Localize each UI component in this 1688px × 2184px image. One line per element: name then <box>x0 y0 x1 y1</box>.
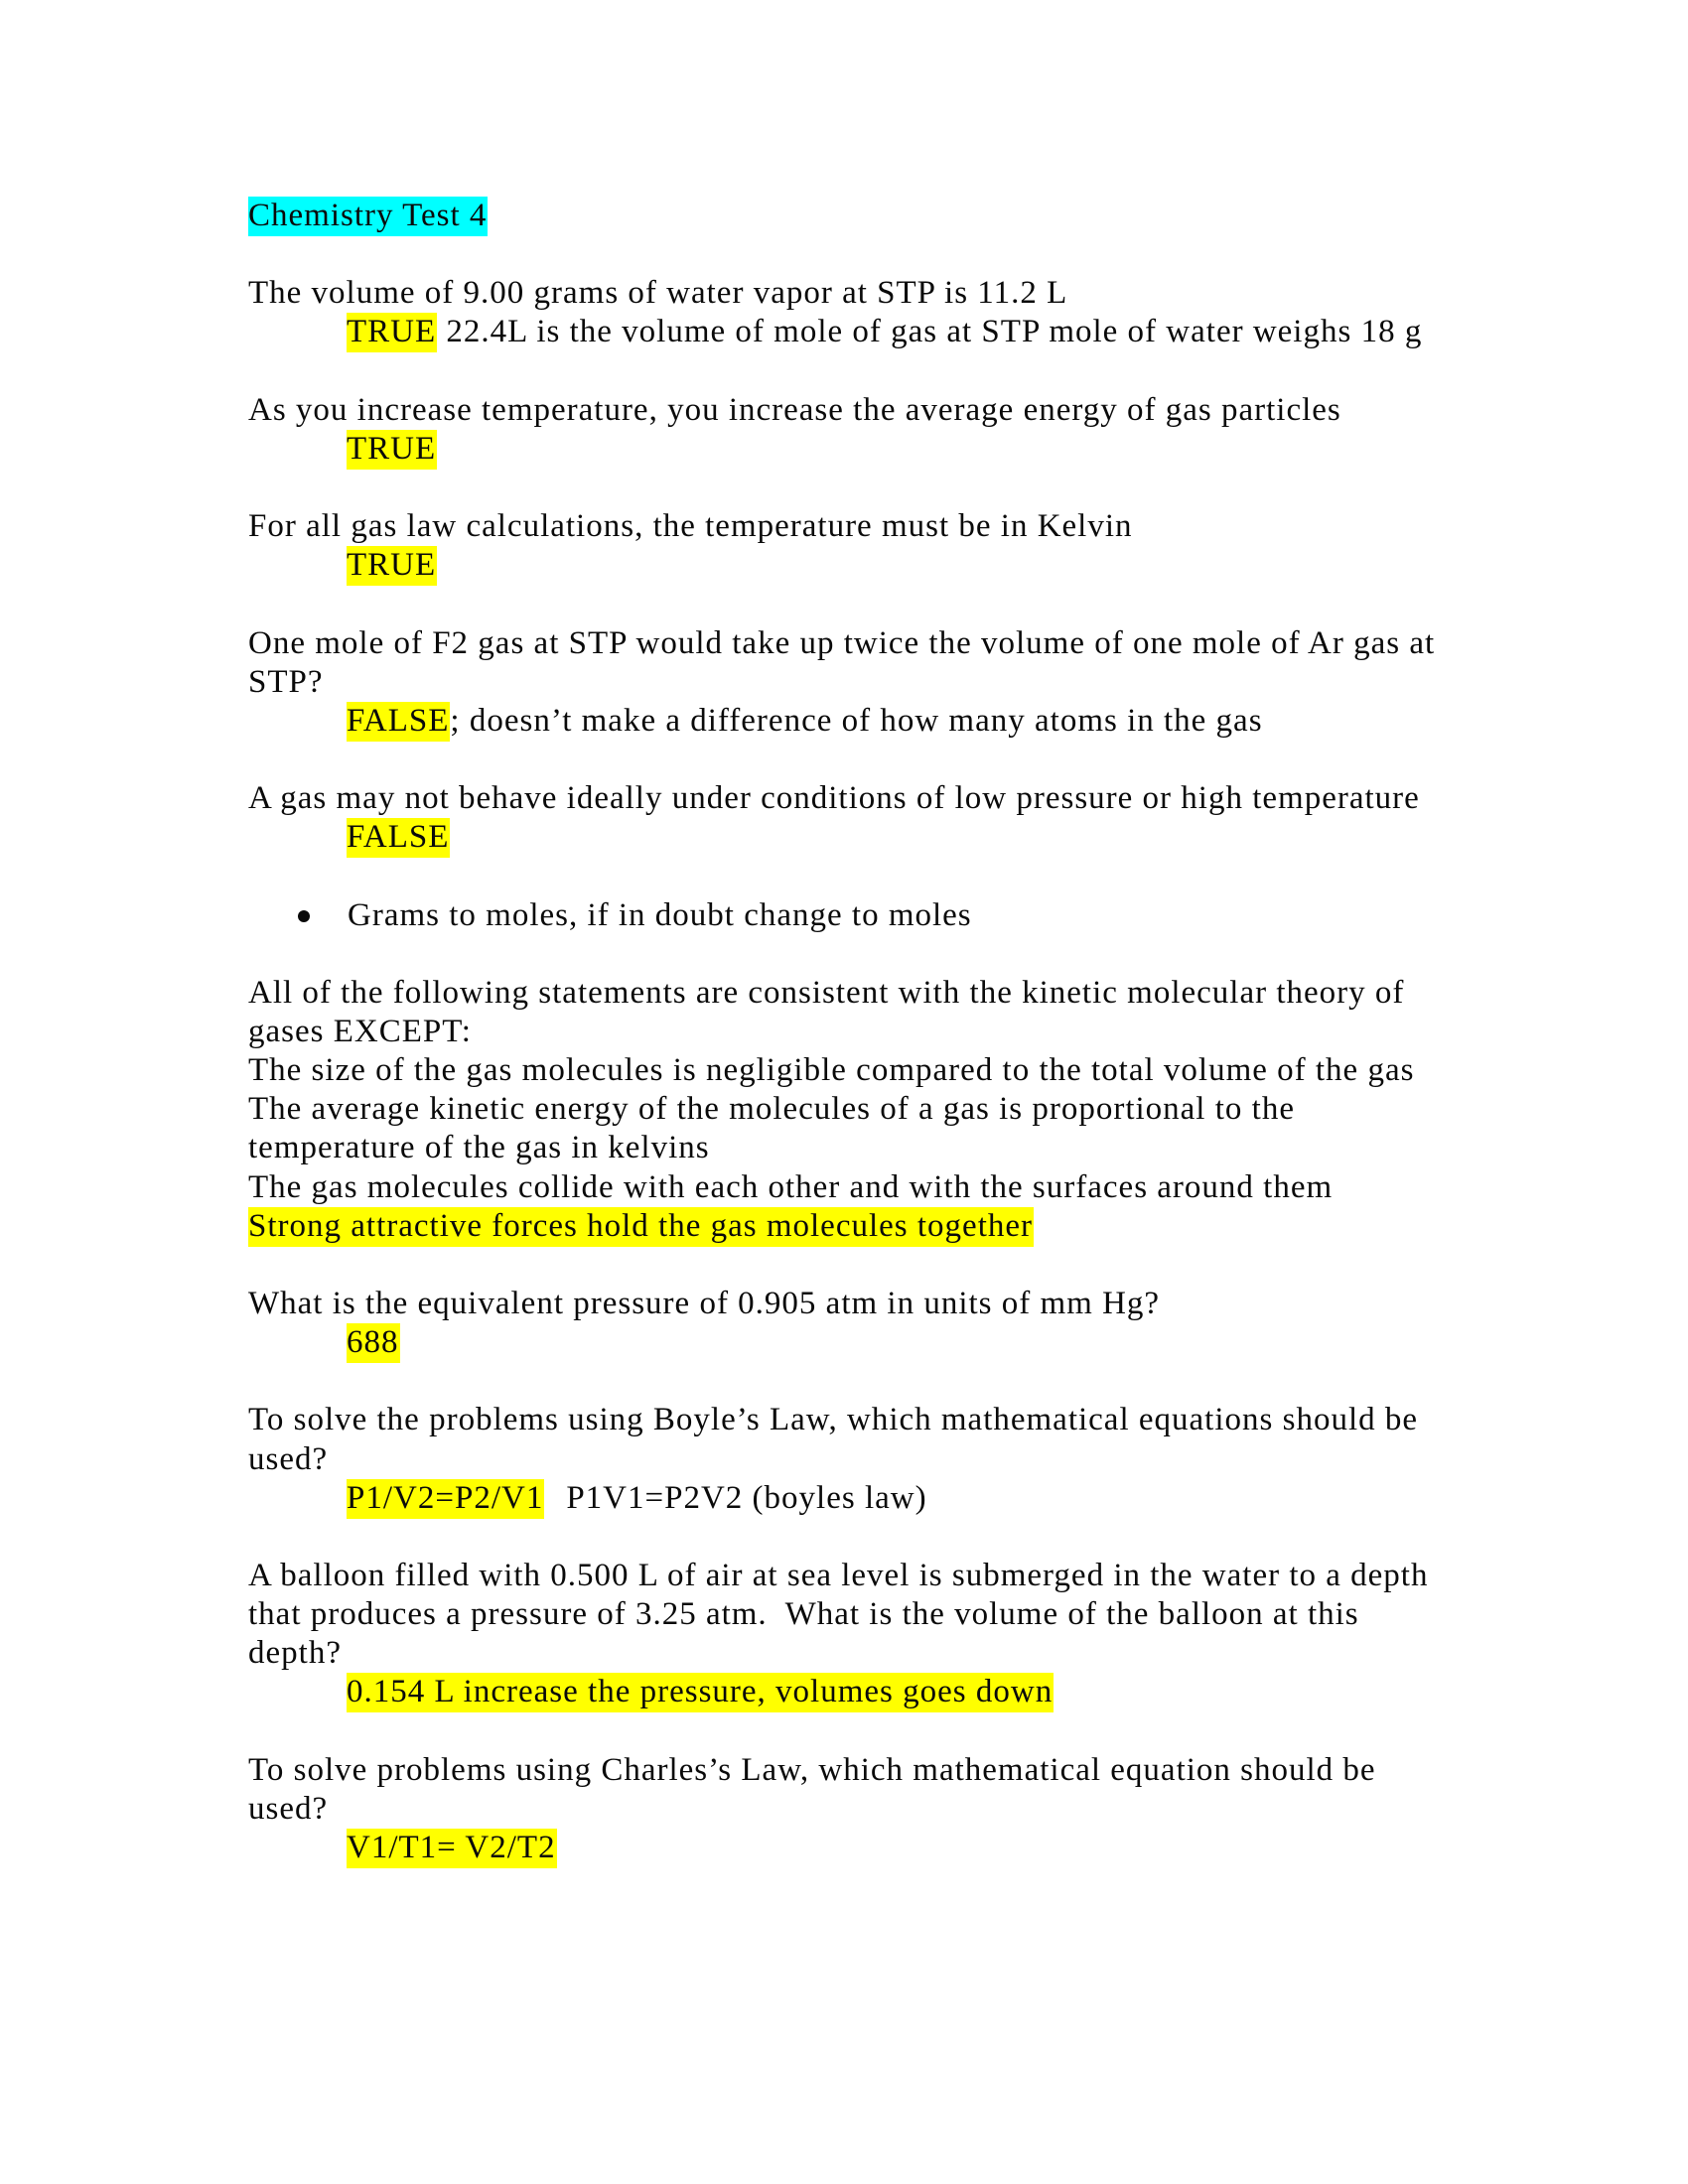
answer-1-note: 22.4L is the volume of mole of gas at STP mole of water weighs 18 g <box>437 314 1423 350</box>
answer-4-highlight: FALSE <box>347 702 450 742</box>
answer-8 <box>248 1479 1489 1518</box>
page-title: Chemistry Test 4 <box>248 197 488 236</box>
bullet-list-item <box>248 896 1489 935</box>
question-9-text-line-2: that produces a pressure of 3.25 atm. What is the volume of the balloon at this <box>248 1596 1359 1633</box>
question-1-text: The volume of 9.00 grams of water vapor at STP is 11.2 L <box>248 275 1068 312</box>
spacer <box>248 741 1489 779</box>
question-10-text-line-1: To solve problems using Charles’s Law, which mathematical equation should be <box>248 1751 1376 1788</box>
question-6-option-1: The size of the gas molecules is negligible compared to the total volume of the gas <box>248 1052 1415 1089</box>
answer-2 <box>248 430 1489 469</box>
answer-10-highlight: V1/T1= V2/T2 <box>347 1829 557 1868</box>
question-6-text-line-2: gases EXCEPT: <box>248 1013 472 1049</box>
spacer <box>248 935 1489 974</box>
answer-8-note: P1V1=P2V2 (boyles law) <box>566 1479 927 1516</box>
answer-3 <box>248 546 1489 585</box>
spacer <box>248 1246 1489 1285</box>
bullet-text: Grams to moles, if in doubt change to moles <box>348 896 972 933</box>
answer-4-note: ; doesn’t make a difference of how many atoms in the gas <box>450 702 1263 739</box>
answer-1-highlight: TRUE <box>347 313 437 352</box>
document-body <box>248 197 1489 1867</box>
bullet-icon <box>298 910 310 922</box>
spacer <box>248 857 1489 895</box>
question-4-text-line-1: One mole of F2 gas at STP would take up twice the volume of one mole of Ar gas at <box>248 624 1436 661</box>
question-6-option-2-line-1: The average kinetic energy of the molecules of a gas is proportional to the <box>248 1091 1295 1128</box>
question-6-option-3: The gas molecules collide with each other and with the surfaces around them <box>248 1168 1334 1205</box>
spacer <box>248 585 1489 623</box>
answer-6-highlight: Strong attractive forces hold the gas molecules together <box>248 1207 1034 1247</box>
answer-1 <box>248 313 1489 351</box>
spacer <box>248 352 1489 391</box>
answer-9-highlight: 0.154 L increase the pressure, volumes goes down <box>347 1673 1054 1712</box>
spacer <box>248 1362 1489 1401</box>
title-line <box>248 197 1489 235</box>
answer-9 <box>248 1673 1489 1711</box>
answer-5-highlight: FALSE <box>347 818 450 858</box>
answer-8-highlight: P1/V2=P2/V1 <box>347 1479 544 1519</box>
answer-4 <box>248 702 1489 741</box>
question-9-text-line-3: depth? <box>248 1635 342 1672</box>
spacer <box>248 469 1489 507</box>
question-5-text: A gas may not behave ideally under conditions of low pressure or high temperature <box>248 780 1420 817</box>
answer-10 <box>248 1829 1489 1867</box>
question-4-text-line-2: STP? <box>248 663 324 700</box>
question-10-text-line-2: used? <box>248 1790 329 1827</box>
question-7-text: What is the equivalent pressure of 0.905 atm in units of mm Hg? <box>248 1285 1161 1321</box>
answer-7-highlight: 688 <box>347 1323 400 1363</box>
answer-6 <box>248 1207 1489 1246</box>
question-9-text-line-1: A balloon filled with 0.500 L of air at sea level is submerged in the water to a depth <box>248 1557 1429 1593</box>
answer-7 <box>248 1323 1489 1362</box>
question-6-text-line-1: All of the following statements are consistent with the kinetic molecular theory of <box>248 974 1405 1011</box>
spacer <box>248 235 1489 274</box>
spacer <box>248 1711 1489 1750</box>
answer-5 <box>248 818 1489 857</box>
question-2-text: As you increase temperature, you increase the average energy of gas particles <box>248 391 1341 428</box>
question-8-text-line-2: used? <box>248 1440 329 1477</box>
question-6-option-2-line-2: temperature of the gas in kelvins <box>248 1130 710 1166</box>
answer-3-highlight: TRUE <box>347 546 437 586</box>
spacer <box>248 1518 1489 1557</box>
answer-2-highlight: TRUE <box>347 430 437 470</box>
question-8-text-line-1: To solve the problems using Boyle’s Law, which mathematical equations should be <box>248 1402 1419 1438</box>
question-3-text: For all gas law calculations, the temperature must be in Kelvin <box>248 508 1133 545</box>
